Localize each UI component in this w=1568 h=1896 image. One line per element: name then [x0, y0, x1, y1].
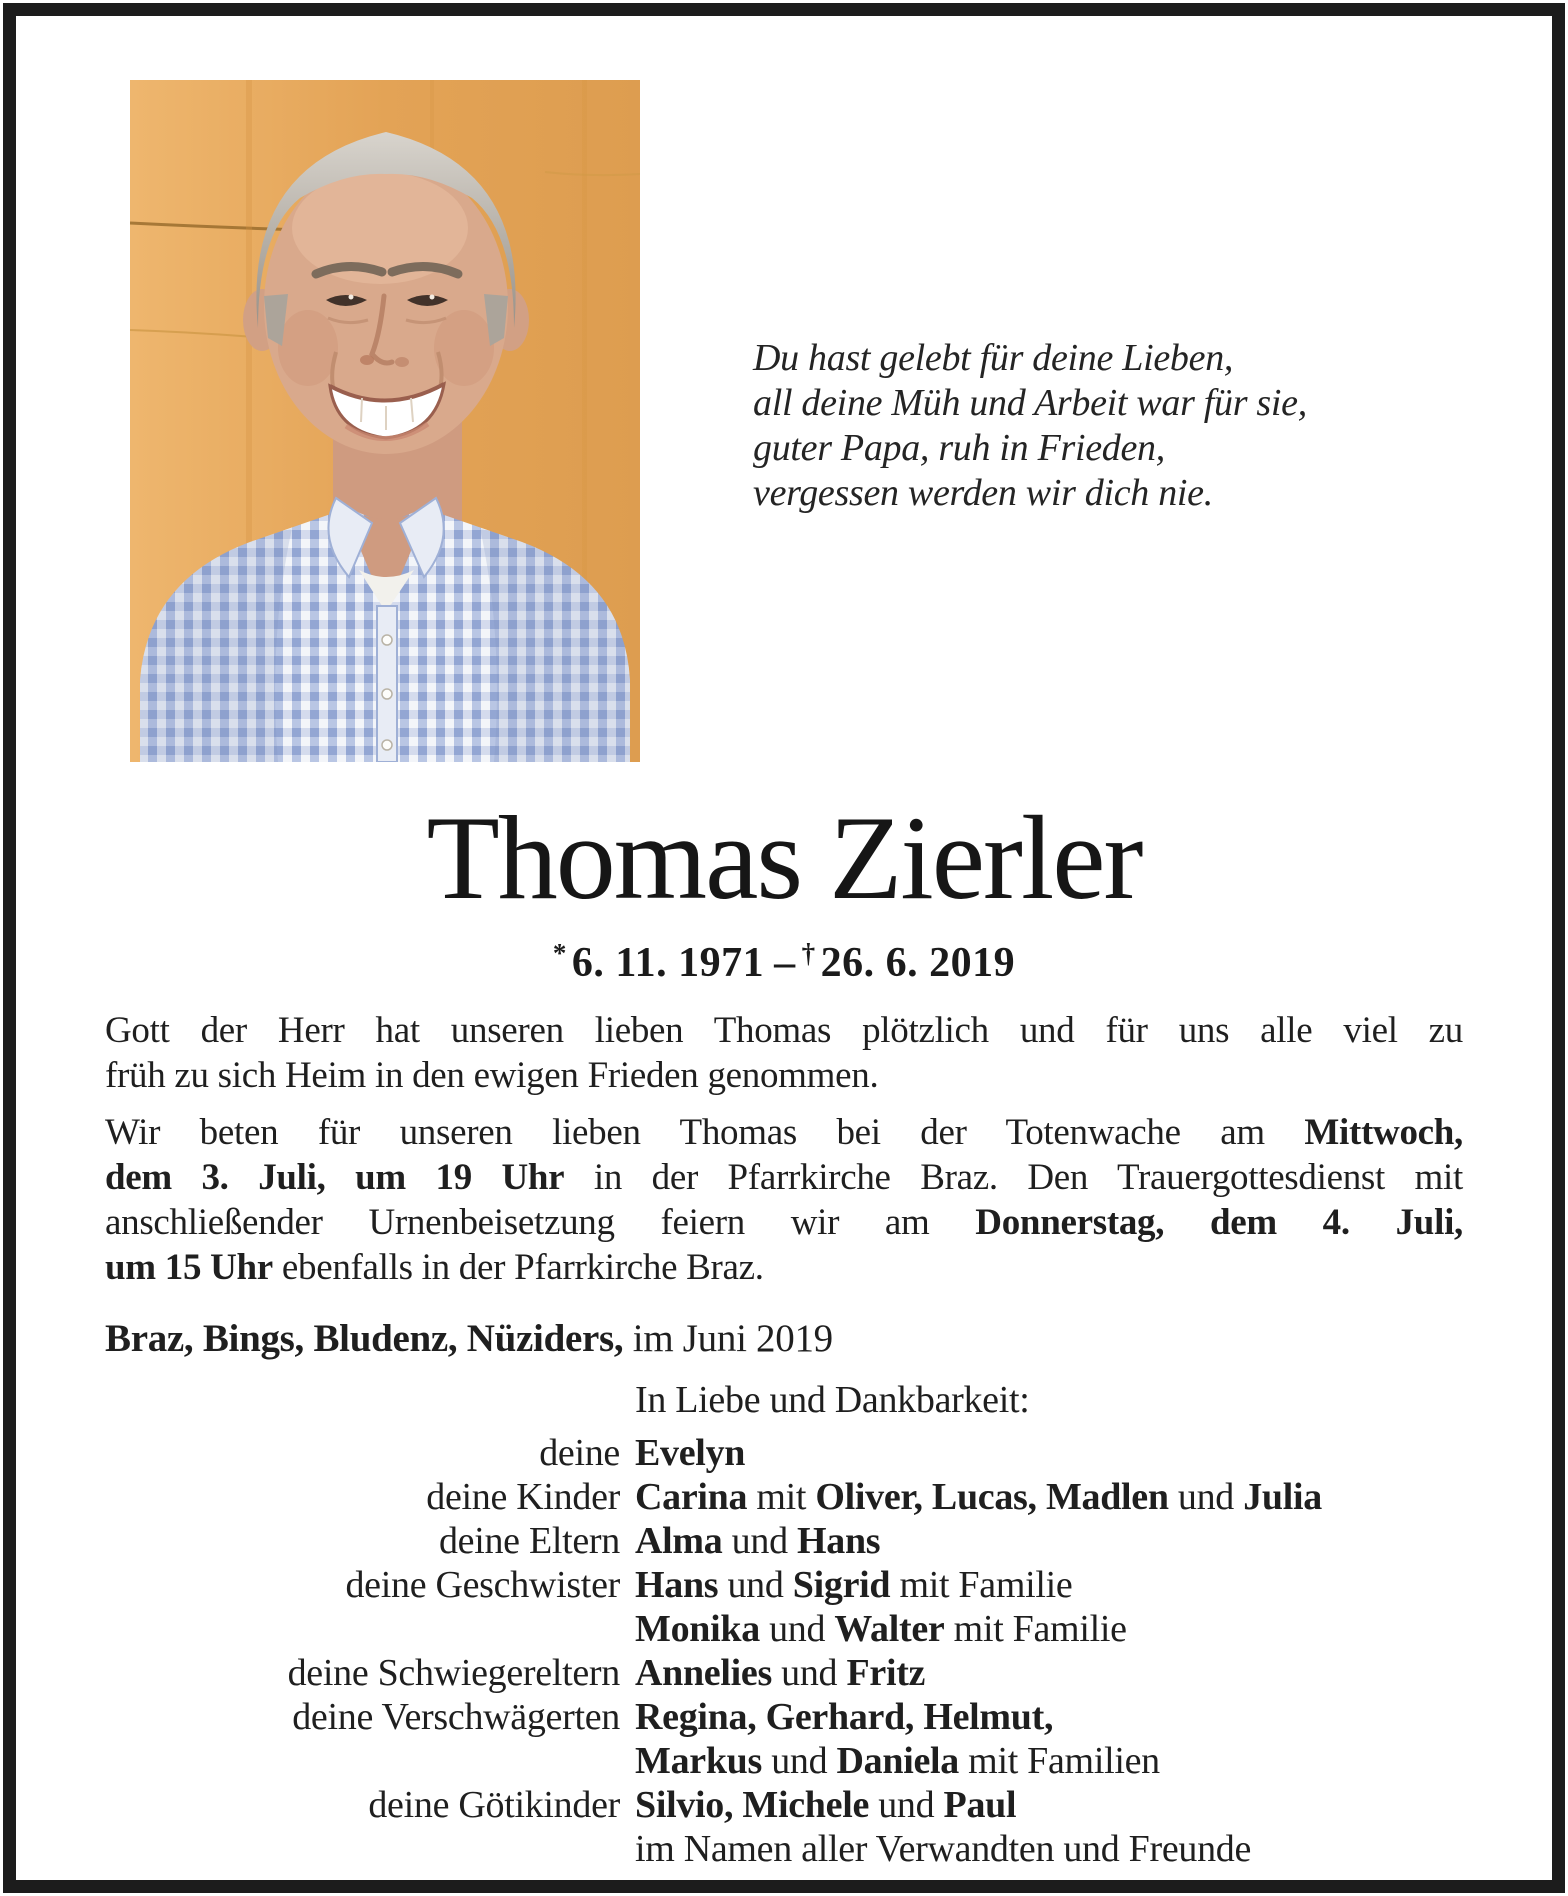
- mourner-names: Monika und Walter mit Familie: [635, 1608, 1127, 1650]
- deceased-name: Thomas Zierler: [426, 791, 1142, 924]
- mourner-relation: deine Verschwägerten: [292, 1696, 620, 1738]
- mourner-relation: [105, 1827, 620, 1871]
- mourner-names: Annelies und Fritz: [635, 1652, 926, 1694]
- life-dates: [0, 938, 1568, 987]
- mourner-names: Evelyn: [635, 1432, 746, 1474]
- birth-star-icon: *: [552, 938, 567, 968]
- mourner-row: [105, 1607, 1495, 1651]
- mourner-relation: [105, 1739, 620, 1783]
- mourner-row: [105, 1431, 1495, 1475]
- mourner-row: [105, 1739, 1495, 1783]
- birth-date: 6. 11. 1971: [571, 940, 765, 986]
- death-date: 26. 6. 2019: [820, 940, 1016, 986]
- poem-line: vergessen werden wir dich nie.: [753, 472, 1213, 514]
- mourner-row: [105, 1827, 1495, 1871]
- date-separator: –: [774, 940, 796, 986]
- mourner-row: [105, 1783, 1495, 1827]
- poem-line: guter Papa, ruh in Frieden,: [753, 427, 1165, 469]
- mourner-names: im Namen aller Verwandten und Freunde: [635, 1828, 1252, 1870]
- places-line: [105, 1316, 1463, 1361]
- mourner-row: [105, 1475, 1495, 1519]
- mourner-names: Regina, Gerhard, Helmut,: [635, 1696, 1054, 1738]
- mourner-names: Alma und Hans: [635, 1520, 881, 1562]
- announcement-line: früh zu sich Heim in den ewigen Frieden genommen.: [105, 1055, 879, 1096]
- mourner-relation: [105, 1607, 620, 1651]
- places-date: im Juni 2019: [623, 1317, 833, 1360]
- mourner-row: [105, 1651, 1495, 1695]
- places-names: Braz, Bings, Bludenz, Nüziders,: [105, 1317, 624, 1360]
- mourners-list: [105, 1431, 1495, 1871]
- poem-line: all deine Müh und Arbeit war für sie,: [753, 382, 1307, 424]
- portrait-photo: [130, 80, 640, 762]
- mourner-row: [105, 1563, 1495, 1607]
- service-line: dem 3. Juli, um 19 Uhr in der Pfarrkirche Braz. Den Trauergottesdienst mit: [105, 1157, 1463, 1198]
- service-line: anschließender Urnenbeisetzung feiern wir am Donnerstag, dem 4. Juli,: [105, 1202, 1463, 1243]
- mourner-relation: deine Schwiegereltern: [287, 1652, 620, 1694]
- mourner-row: [105, 1519, 1495, 1563]
- mourner-relation: deine Eltern: [438, 1520, 620, 1562]
- mourner-relation: deine Geschwister: [345, 1564, 620, 1606]
- closing-line: In Liebe und Dankbarkeit:: [635, 1379, 1030, 1421]
- mourner-names: Silvio, Michele und Paul: [635, 1784, 1017, 1826]
- mourner-names: Markus und Daniela mit Familien: [635, 1740, 1160, 1782]
- mourner-names: Carina mit Oliver, Lucas, Madlen und Julia: [635, 1476, 1322, 1518]
- portrait-illustration: [130, 80, 640, 762]
- service-line: um 15 Uhr ebenfalls in der Pfarrkirche Braz.: [105, 1247, 764, 1288]
- mourner-names: Hans und Sigrid mit Familie: [635, 1564, 1073, 1606]
- mourner-row: [105, 1695, 1495, 1739]
- mourner-relation: deine: [539, 1432, 620, 1474]
- mourner-relation: deine Kinder: [426, 1476, 620, 1518]
- poem-line: Du hast gelebt für deine Lieben,: [753, 337, 1234, 379]
- mourner-relation: deine Götikinder: [368, 1784, 620, 1826]
- service-paragraph: [105, 1110, 1463, 1290]
- service-line: Wir beten für unseren lieben Thomas bei der Totenwache am Mittwoch,: [105, 1112, 1463, 1153]
- memorial-poem: [753, 336, 1307, 516]
- announcement-paragraph: [105, 1008, 1463, 1098]
- announcement-line: Gott der Herr hat unseren lieben Thomas plötzlich und für uns alle viel zu: [105, 1010, 1463, 1051]
- death-cross-icon: †: [801, 938, 816, 968]
